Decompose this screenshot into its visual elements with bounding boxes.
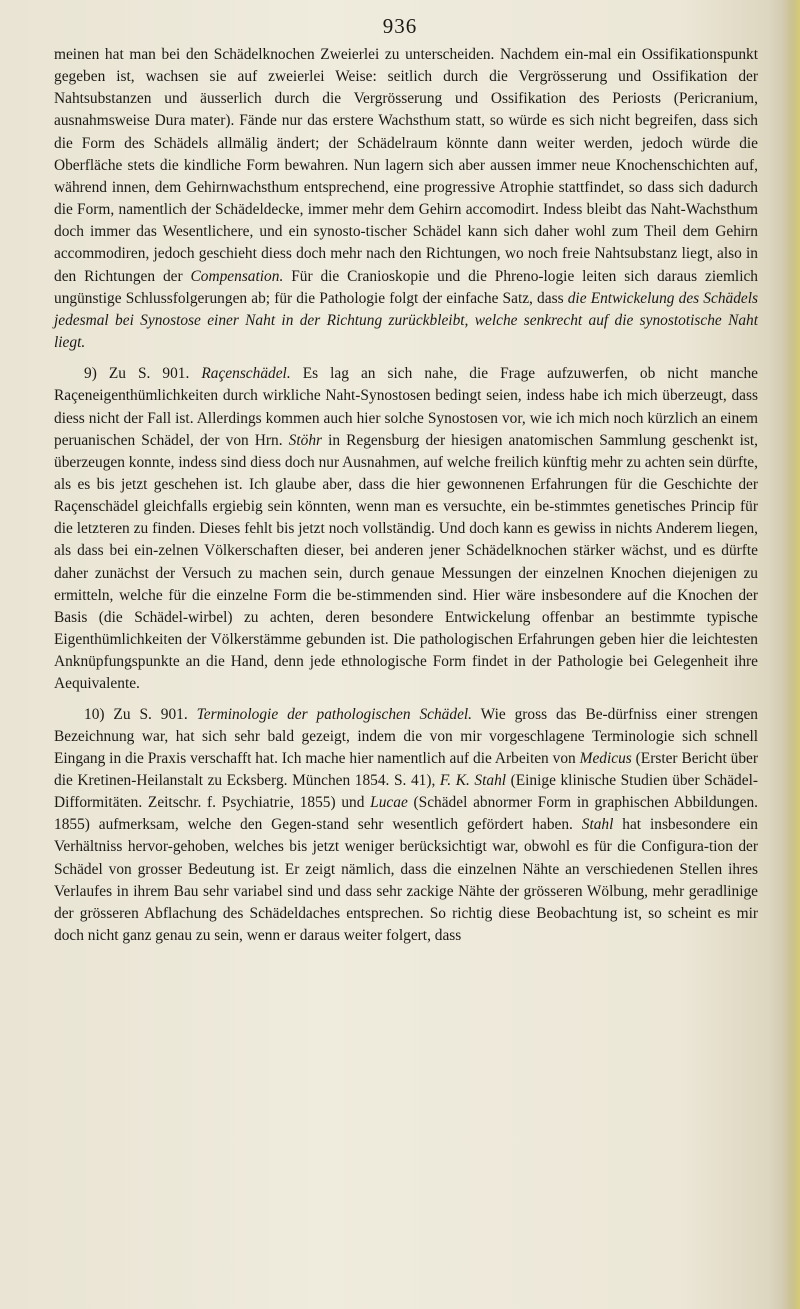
emphasis-text: Medicus — [579, 749, 632, 767]
text-run: Es lag an sich nahe, die Frage aufzuwerfen, ob nicht manche Raçeneigenthümlichkeiten durch wirkliche Naht-Synostosen bedingt seien, indess habe ich mich überzeugt, dass diess nicht der Fall ist. Allerdings kommen auch hier solche Synostosen vor, wie ich mich noch kürzlich an einem peruanischen Schädel, der von Hrn. — [54, 365, 758, 449]
page-number: 936 — [382, 14, 418, 38]
text-run: 9) Zu S. 901. — [84, 365, 202, 383]
body-text — [54, 44, 758, 947]
emphasis-text: Lucae — [370, 794, 408, 812]
emphasis-text: Stöhr — [288, 431, 323, 449]
page-edge — [782, 0, 800, 1309]
emphasis-text: Terminologie der pathologischen Schädel. — [196, 705, 473, 723]
emphasis-text: Raçenschädel. — [201, 365, 291, 383]
text-run: Für die Cranioskopie und die Phreno-logie leiten sich daraus ziemlich ungünstige Schlussfolgerungen ab; für die Pathologie folgt der einfache Satz, dass — [54, 267, 758, 307]
text-run: hat insbesondere ein Verhältniss hervor-gehoben, welches bis jetzt weniger berücksichtigt war, obwohl es für die Configura-tion der Schädel von grosser Bedeutung ist. Er zeigt nämlich, dass die einzelnen Nähte an verschiedenen Stellen ihres Verlaufes in ihrem Bau sehr variabel sind und dass sehr zackige Nähte der grösseren Wölbung, mehr geradlinige der grösseren Abflachung des Schädeldaches entsprechen. So richtig diese Beobachtung ist, so scheint es mir doch nicht ganz genau zu sein, wenn er daraus weiter folgert, dass — [54, 816, 758, 945]
text-run: 10) Zu S. 901. — [84, 705, 197, 723]
paragraph-continuation — [54, 44, 758, 354]
text-run: (Schädel abnormer Form in graphischen Abbildungen. 1855) aufmerksam, welche den Gegen-stand sehr wesentlich gefördert haben. — [54, 794, 758, 834]
text-run: (Erster Bericht über die Kretinen-Heilanstalt zu Ecksberg. München 1854. S. 41), — [54, 749, 758, 789]
emphasis-text: die Entwickelung des Schädels jedesmal bei Synostose einer Naht in der Richtung zurückbleibt, welche senkrecht auf die synostotische Naht liegt. — [54, 289, 758, 352]
emphasis-text: F. K. Stahl — [439, 772, 507, 789]
text-run: meinen hat man bei den Schädelknochen Zweierlei zu unterscheiden. Nachdem ein-mal ein Ossifikationspunkt gegeben ist, wachsen sie auf zweierlei Weise: seitlich durch die Vergrösserung und Ossifikation der Nahtsubstanzen und äusserlich durch die Vergrösserung und Ossifikation des Periosts (Pericranium, ausnahmsweise Dura mater). Fände nur das erstere Wachsthum statt, so würde es sich nicht begreifen, dass sich die Form des Schädels allmälig ändert; der Schädelraum könnte dann weiter werden, jedoch würde die Oberfläche stets die kindliche Form bewahren. Nun lagern sich aber aussen immer neue Knochenschichten auf, während innen, dem Gehirnwachsthum entsprechend, eine progressive Atrophie stattfindet, so dass sich dadurch die Form, namentlich der Schädeldecke, immer mehr dem Gehirn accomodirt. Indess bleibt das Naht-Wachsthum doch immer das Wesentlichere, und ein synosto-tischer Schädel kann sich daher wohl zum Theil dem Gehirn accommodiren, jedoch geschieht diess doch mehr nach den Richtungen, wo noch freie Nahtsubstanz liegt, also in den Richtungen der — [54, 46, 758, 285]
text-run: Wie gross das Be-dürfniss einer strengen Bezeichnung war, hat sich sehr bald gezeigt, indem die von mir vorgeschlagene Terminologie sich schnell Eingang in die Praxis verschafft hat. Ich mache hier namentlich auf die Arbeiten von — [54, 705, 758, 767]
paragraph-note-9 — [54, 363, 758, 695]
text-run: in Regensburg der hiesigen anatomischen Sammlung geschenkt ist, überzeugen konnte, indess sind diess doch nur Ausnahmen, auf welche freilich künftig mehr zu achten sein dürfte, als es bis jetzt geschehen ist. Ich glaube aber, dass die hier gewonnenen Erfahrungen für die Geschichte der Raçenschädel gleichfalls ergiebig sein könnten, wenn man es versuchte, ein be-stimmtes genetisches Princip für die letzteren zu finden. Dieses fehlt bis jetzt noch vollständig. Und doch kann es gewiss in nichts Anderem liegen, als dass bei ein-zelnen Völkerschaften dieser, bei anderen jener Schädelknochen stärker wächst, und es dürfte daher zunächst der Versuch zu machen sein, durch genaue Messungen der einzelnen Knochen diejenigen zu ermitteln, welche für die einzelne Form die be-stimmenden sind. Hier wäre insbesondere auf die Knochen der Basis (die Schädel-wirbel) zu achten, deren besondere Entwickelung offenbar an bestimmte typische Eigenthümlichkeiten der Völkerstämme gebunden ist. Die pathologischen Erfahrungen geben hier die leichtesten Anknüpfungspunkte an die Hand, denn jede ethnologische Form findet in der Pathologie bei Gelegenheit ihre Aequivalente. — [54, 431, 758, 693]
paragraph-note-10 — [54, 704, 758, 948]
text-run: (Einige klinische Studien über Schädel-Difformitäten. Zeitschr. f. Psychiatrie, 1855) und — [54, 772, 758, 812]
emphasis-text: Stahl — [581, 816, 614, 834]
emphasis-text: Compensation. — [190, 267, 284, 285]
